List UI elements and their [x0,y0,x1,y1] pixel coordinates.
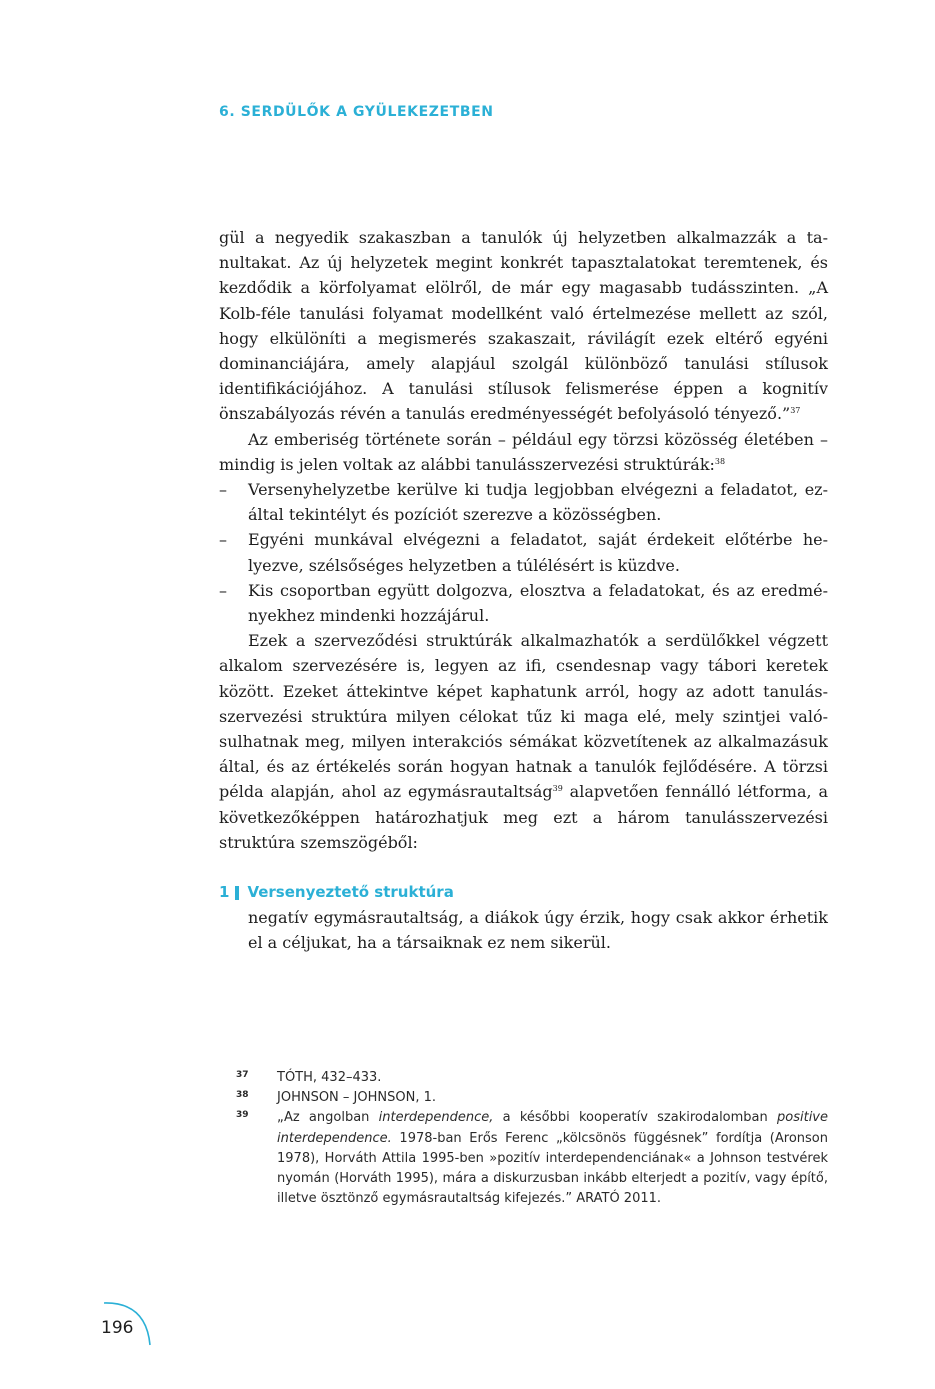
paragraph-2-text: Az emberiség története során – például egy törzsi közösség életében – mindig is jelen voltak az alábbi tanulásszervezési struktúrák: [219,429,828,474]
footnotes [236,1068,828,1209]
footnote-39 [236,1108,828,1209]
paragraph-1 [219,225,828,427]
footnote-ref-38[interactable]: 38 [714,456,726,466]
footnote-number: 38 [236,1090,249,1101]
section-competitive-structure [219,880,828,956]
footnote-text-part: a későbbi kooperatív szakirodalomban [493,1110,777,1126]
list-item: – Versenyhelyzetbe kerülve ki tudja legjobban elvégezni a feladatot, ezáltal tekintélyt és pozíciót szerezve a közösségben. [219,477,828,527]
list-item: – Egyéni munkával elvégezni a feladatot, saját érdekeit előtérbe helyezve, szélsőséges helyzetben a túlélésért is küzdve. [219,527,828,577]
footnote-number: 37 [236,1070,249,1080]
list-item: – Kis csoportban együtt dolgozva, elosztva a feladatokat, és az eredményekhez mindenki hozzájárul. [219,578,828,628]
footnote-38 [236,1088,828,1108]
footnote-italic-term: positive interdependence. [277,1110,828,1146]
section-bar-marker [235,886,239,900]
section-title: Versenyeztető struktúra [247,883,454,901]
paragraph-2 [219,427,828,477]
main-text [219,225,828,855]
paragraph-3-text-continued: alapvetően fennálló létforma, a következőképpen határozhatjuk meg ezt a három tanulásszervezési struktúra szemszögéből: [219,782,828,852]
footnote-number: 39 [236,1110,249,1121]
structure-list [219,477,828,628]
footnote-text-part: „Az angolban [277,1110,379,1126]
footnote-italic-term: interdependence, [378,1110,494,1126]
section-heading [219,880,828,905]
footnote-ref-39[interactable]: 39 [552,784,563,794]
page-number: 196 [101,1318,134,1338]
footnote-text: JOHNSON – JOHNSON, 1. [277,1090,436,1106]
footnote-ref-37[interactable]: 37 [790,406,801,416]
footnote-text: TÓTH, 432–433. [277,1070,382,1085]
paragraph-1-text: gül a negyedik szakaszban a tanulók új helyzetben alkalmazzák a tanultakat. Az új helyzetek megint konkrét tapasztalatokat teremtenek, és kezdődik a körfolyamat elölről, de már egy magasabb tudásszinten. „A Kolb-féle tanulási folyamat modellként való értelmezése mellett az szól, hogy elkülöníti a megismerés szakaszait, rávilágít ezek eltérő egyéni dominanciájára, amely alapjául szolgál különböző tanulási stílusok identifikációjához. A tanulási stílusok felismerése éppen a kognitív önszabályozás révén a tanulás eredményességét befolyásoló tényező.” [219,228,828,424]
running-header: 6. SERDÜLŐK A GYÜLEKEZETBEN [219,104,494,120]
footnote-text [277,1108,828,1209]
section-number: 1 [219,883,230,901]
paragraph-3-text: Ezek a szerveződési struktúrák alkalmazhatók a serdülőkkel végzett alkalom szervezésére is, legyen az ifi, csendesnap vagy tábori keretek között. Ezeket áttekintve képet kaphatunk arról, hogy az adott tanulásszervezési struktúra milyen célokat tűz ki maga elé, mely szintjei valósulhatnak meg, milyen interakciós sémákat közvetítenek az alkalmazásuk által, és az értékelés során hogyan hatnak a tanulók fejlődésére. A törzsi példa alapján, ahol az egymásrautaltság [219,631,828,802]
section-text: negatív egymásrautaltság, a diákok úgy érzik, hogy csak akkor érhetik el a céljukat, ha a társaiknak ez nem sikerül. [248,908,828,953]
footnote-text-part: 1978-ban Erős Ferenc „kölcsönös függésnek” fordítja (Aronson 1978), Horváth Attila 1995-ben »pozitív interdependenciának« a Johnson testvérek nyomán (Horváth 1995), mára a diskurzusban inkább elterjedt a pozitív, vagy építő, illetve ösztönző egymásrautaltság kifejezés.” ARATÓ 2011. [277,1130,828,1207]
paragraph-3 [219,628,828,855]
footnote-37 [236,1068,828,1088]
